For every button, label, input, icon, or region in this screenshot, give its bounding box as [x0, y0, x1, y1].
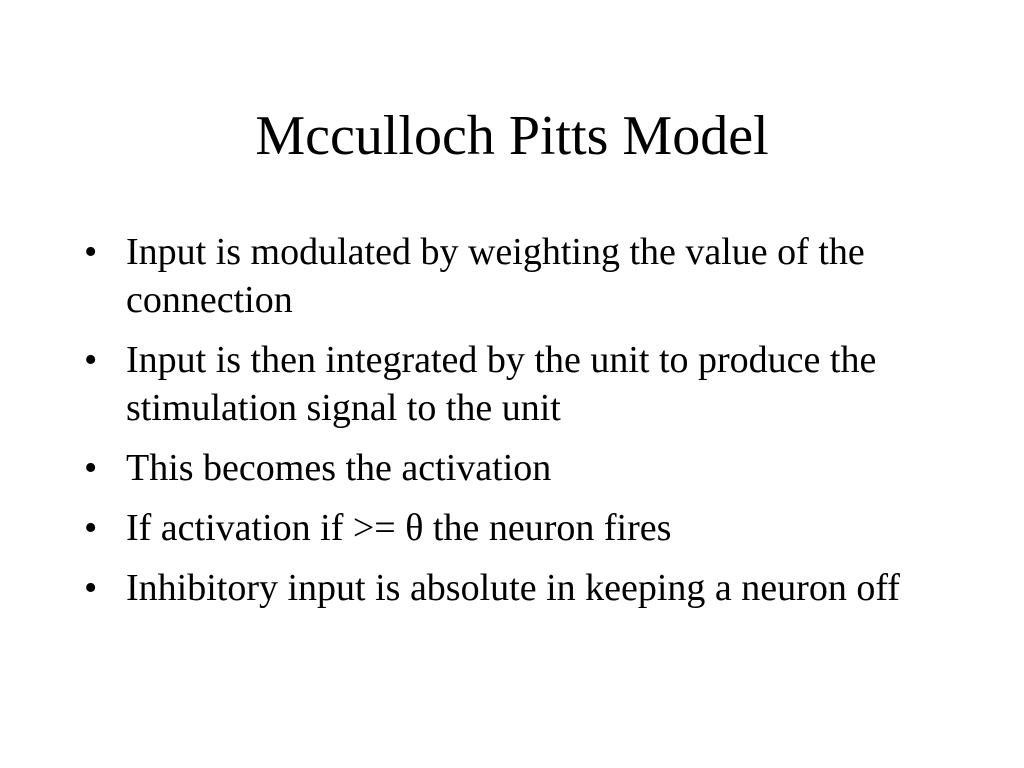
slide-title: Mcculloch Pitts Model	[255, 105, 769, 167]
bullet-text: Inhibitory input is absolute in keeping a neuron off	[126, 567, 900, 609]
bullet-item-threshold	[80, 504, 920, 552]
bullet-item-integration	[80, 336, 920, 432]
bullet-text: Input is modulated by weighting the value of the connection	[126, 231, 865, 321]
bullet-text: If activation if >= θ the neuron fires	[126, 507, 672, 549]
bullet-item-inhibitory	[80, 564, 920, 612]
bullet-item-activation	[80, 444, 920, 492]
bullet-icon: •	[84, 447, 98, 489]
bullet-text: Input is then integrated by the unit to produce the stimulation signal to the unit	[126, 339, 877, 429]
bullet-icon: •	[84, 231, 98, 273]
bullet-icon: •	[84, 567, 98, 609]
bullet-item-weighting	[80, 228, 920, 324]
bullet-text: This becomes the activation	[126, 447, 552, 489]
bullet-list	[80, 228, 920, 624]
bullet-icon: •	[84, 339, 98, 381]
bullet-icon: •	[84, 507, 98, 549]
